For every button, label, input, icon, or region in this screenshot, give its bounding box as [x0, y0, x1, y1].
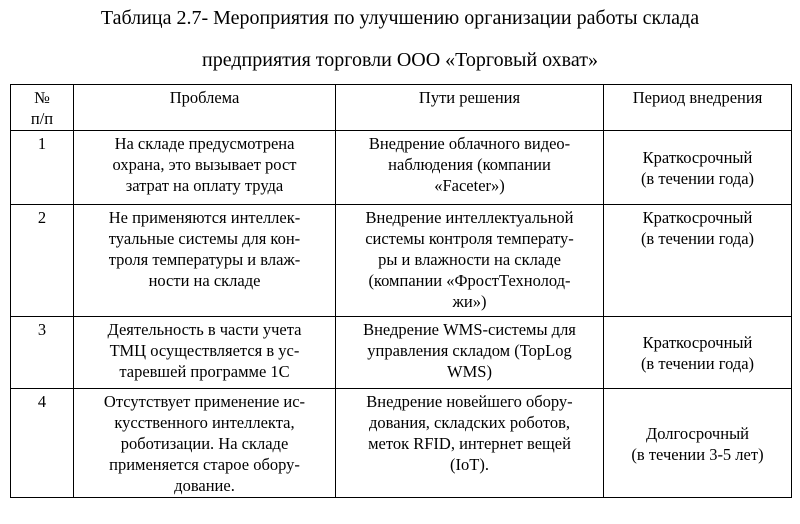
header-number: [11, 85, 74, 131]
text-line: системы контроля температу-: [365, 229, 574, 248]
measures-table: [10, 84, 792, 498]
text-line: (в течении года): [640, 169, 755, 188]
table-row: [11, 205, 792, 317]
text-line: дование.: [174, 476, 235, 495]
cell-problem: [74, 131, 336, 205]
text-line: жи»): [452, 292, 487, 311]
cell-solution: [336, 131, 604, 205]
text-line: применяется старое обору-: [109, 455, 300, 474]
text-line: троля температуры и влаж-: [108, 250, 301, 269]
text-line: меток RFID, интернет вещей: [368, 434, 571, 453]
header-row: [11, 85, 792, 131]
cell-period: [604, 131, 792, 205]
text-line: Долгосрочный: [646, 423, 749, 443]
text-line: (компании «ФростТехнолод-: [368, 271, 571, 290]
cell-problem: [74, 389, 336, 498]
text-line: затрат на оплату труда: [125, 176, 284, 195]
cell-solution: [336, 389, 604, 498]
text-line: (в течении 3-5 лет): [631, 444, 764, 464]
text-line: Внедрение новейшего обору-: [366, 392, 573, 411]
table-row: [11, 317, 792, 389]
text-line: ности на складе: [148, 271, 261, 290]
table-row: [11, 389, 792, 498]
header-number-abbr: п/п: [30, 109, 54, 128]
cell-period: [604, 317, 792, 389]
text-line: кусственного интеллекта,: [114, 413, 295, 432]
header-problem: Проблема: [74, 85, 336, 131]
text-line: таревшей программе 1С: [119, 362, 290, 381]
text-line: туальные системы для кон-: [108, 229, 301, 248]
text-line: Внедрение WMS-системы для: [363, 320, 576, 339]
text-line: Внедрение облачного видео-: [368, 134, 571, 153]
header-period: Период внедрения: [604, 85, 792, 131]
text-line: охрана, это вызывает рост: [112, 155, 297, 174]
text-line: «Faceter»): [434, 176, 505, 195]
text-line: Краткосрочный: [642, 333, 753, 352]
cell-solution: [336, 205, 604, 317]
table-caption-line-2: предприятия торговли ООО «Торговый охват»: [202, 49, 598, 71]
text-line: управления складом (TopLog: [367, 341, 572, 360]
text-line: дования, складских роботов,: [369, 413, 570, 432]
cell-period: [604, 389, 792, 498]
table-row: [11, 131, 792, 205]
text-line: WMS): [447, 362, 492, 381]
text-line: (IoT).: [450, 455, 489, 474]
table-header: [11, 85, 792, 131]
text-line: (в течении года): [640, 229, 755, 248]
text-line: (в течении года): [640, 354, 755, 373]
cell-number: 4: [11, 389, 74, 498]
header-number-symbol: №: [34, 88, 50, 107]
cell-number: 1: [11, 131, 74, 205]
cell-period: [604, 205, 792, 317]
text-line: ры и влажности на складе: [378, 250, 561, 269]
text-line: Отсутствует применение ис-: [103, 392, 306, 411]
text-line: ТМЦ осуществляется в ус-: [109, 341, 300, 360]
cell-solution: [336, 317, 604, 389]
text-line: Внедрение интеллектуальной: [365, 208, 574, 227]
cell-problem: [74, 317, 336, 389]
header-solution: Пути решения: [336, 85, 604, 131]
cell-problem: [74, 205, 336, 317]
text-line: Не применяются интеллек-: [108, 208, 301, 227]
table-caption-line-1: Таблица 2.7- Мероприятия по улучшению организации работы склада: [100, 7, 700, 29]
text-line: Деятельность в части учета: [107, 320, 302, 339]
text-line: Краткосрочный: [642, 208, 753, 227]
text-line: наблюдения (компании: [388, 155, 551, 174]
text-line: Краткосрочный: [642, 148, 753, 167]
text-line: На складе предусмотрена: [114, 134, 295, 153]
cell-number: 2: [11, 205, 74, 317]
cell-number: 3: [11, 317, 74, 389]
text-line: роботизации. На складе: [120, 434, 289, 453]
